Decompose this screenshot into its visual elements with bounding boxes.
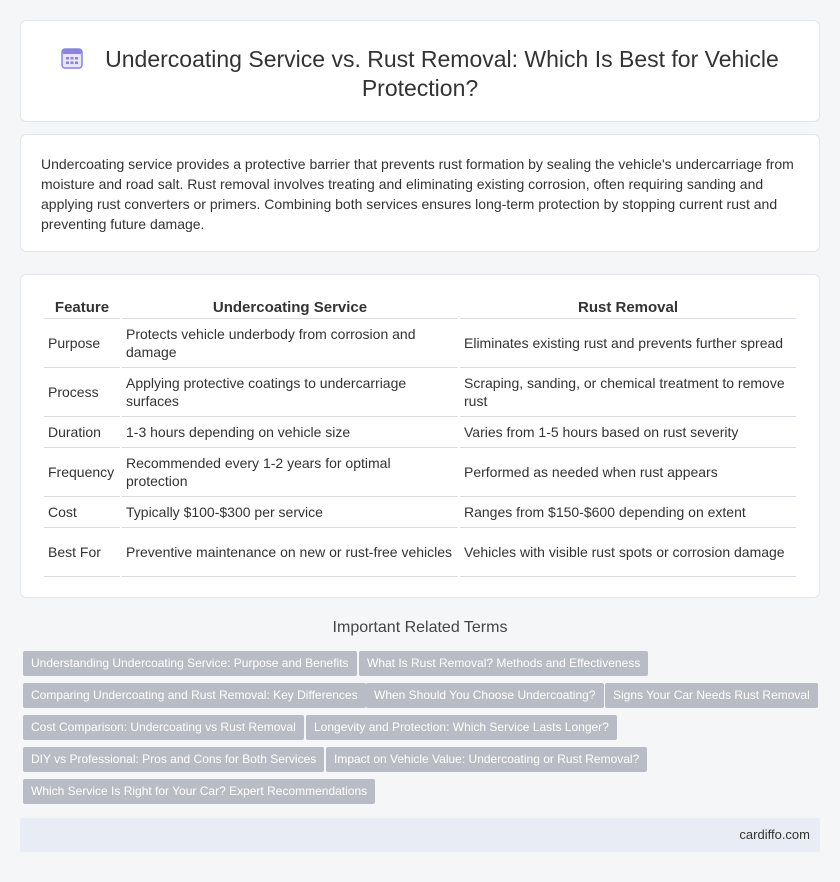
page-title-row	[21, 45, 819, 103]
table-row	[44, 417, 796, 448]
table-row	[44, 497, 796, 528]
related-tag[interactable]: Cost Comparison: Undercoating vs Rust Removal	[23, 715, 304, 740]
table-header-row	[44, 295, 796, 319]
related-tag[interactable]: Longevity and Protection: Which Service Lasts Longer?	[306, 715, 617, 740]
summary-text: Undercoating service provides a protective barrier that prevents rust formation by sealing the vehicle's undercarriage from moisture and road salt. Rust removal involves treating and eliminating existing corrosion, often requiring sanding and applying rust converters or primers. Combining both services ensures long-term protection by stopping current rust and preventing future damage.	[41, 156, 794, 232]
header-undercoating: Undercoating Service	[122, 295, 458, 319]
header-feature: Feature	[44, 295, 120, 319]
rust-removal-cell: Eliminates existing rust and prevents further spread	[460, 319, 796, 368]
table-row	[44, 368, 796, 417]
table-row	[44, 319, 796, 368]
feature-cell: Process	[44, 368, 120, 417]
feature-cell: Duration	[44, 417, 120, 448]
rust-removal-cell: Performed as needed when rust appears	[460, 448, 796, 497]
related-terms-heading: Important Related Terms	[332, 619, 508, 636]
undercoating-cell: Preventive maintenance on new or rust-free vehicles	[122, 528, 458, 577]
undercoating-cell: Typically $100-$300 per service	[122, 497, 458, 528]
related-tag[interactable]: Impact on Vehicle Value: Undercoating or Rust Removal?	[326, 747, 647, 772]
related-tag[interactable]: What Is Rust Removal? Methods and Effectiveness	[359, 651, 648, 676]
feature-cell: Cost	[44, 497, 120, 528]
footer	[20, 818, 820, 852]
undercoating-cell: Applying protective coatings to undercarriage surfaces	[122, 368, 458, 417]
related-tag[interactable]: Understanding Undercoating Service: Purpose and Benefits	[23, 651, 357, 676]
title-card	[20, 20, 820, 122]
related-tag[interactable]: Signs Your Car Needs Rust Removal	[605, 683, 818, 708]
feature-cell: Frequency	[44, 448, 120, 497]
comparison-card	[20, 274, 820, 598]
rust-removal-cell: Vehicles with visible rust spots or corrosion damage	[460, 528, 796, 577]
summary-card	[20, 134, 820, 252]
header-rust-removal: Rust Removal	[460, 295, 796, 319]
footer-site-link[interactable]: cardiffo.com	[739, 827, 810, 842]
related-tag[interactable]: Comparing Undercoating and Rust Removal: Key Differences	[23, 683, 366, 708]
related-tag[interactable]: When Should You Choose Undercoating?	[366, 683, 604, 708]
feature-cell: Purpose	[44, 319, 120, 368]
undercoating-cell: Protects vehicle underbody from corrosion and damage	[122, 319, 458, 368]
related-tag[interactable]: Which Service Is Right for Your Car? Expert Recommendations	[23, 779, 375, 804]
rust-removal-cell: Ranges from $150-$600 depending on extent	[460, 497, 796, 528]
undercoating-cell: Recommended every 1-2 years for optimal protection	[122, 448, 458, 497]
undercoating-cell: 1-3 hours depending on vehicle size	[122, 417, 458, 448]
table-row	[44, 528, 796, 577]
rust-removal-cell: Scraping, sanding, or chemical treatment to remove rust	[460, 368, 796, 417]
page-title: Undercoating Service vs. Rust Removal: Which Is Best for Vehicle Protection?	[105, 46, 779, 101]
comparison-table	[42, 295, 798, 577]
rust-removal-cell: Varies from 1-5 hours based on rust severity	[460, 417, 796, 448]
table-row	[44, 448, 796, 497]
feature-cell: Best For	[44, 528, 120, 577]
related-tag[interactable]: DIY vs Professional: Pros and Cons for Both Services	[23, 747, 324, 772]
calendar-icon	[61, 47, 83, 69]
